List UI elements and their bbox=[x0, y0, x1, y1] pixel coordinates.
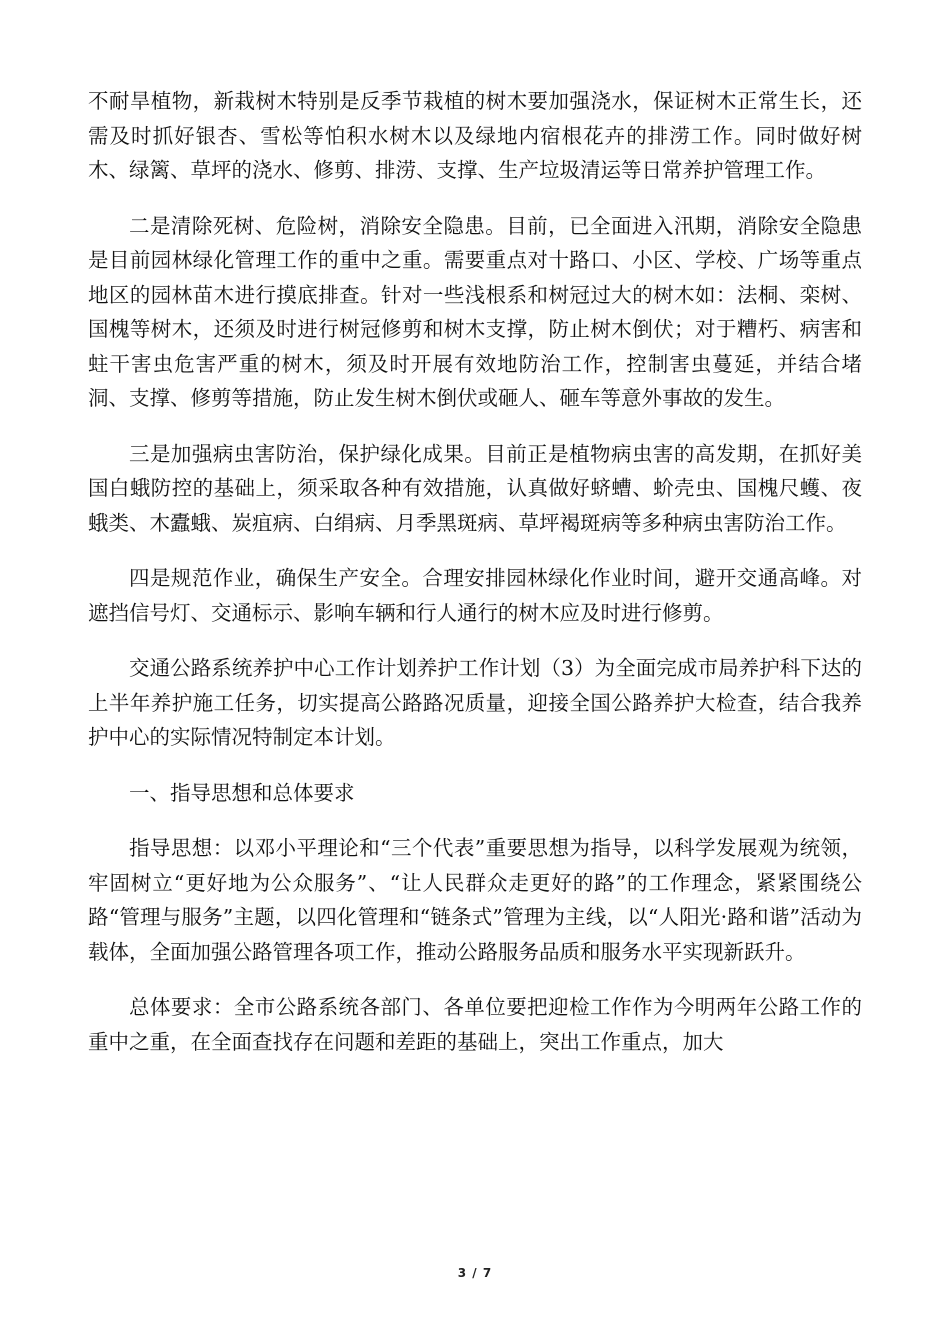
document-body bbox=[88, 84, 862, 1080]
paragraph-plan-intro: 交通公路系统养护中心工作计划养护工作计划（3）为全面完成市局养护科下达的上半年养护施工任务，切实提高公路路况质量，迎接全国公路养护大检查，结合我养护中心的实际情况特制定本计划。 bbox=[88, 656, 862, 749]
paragraph-guiding-ideology: 指导思想：以邓小平理论和“三个代表”重要思想为指导，以科学发展观为统领，牢固树立“更好地为公众服务”、“让人民群众走更好的路”的工作理念，紧紧围绕公路“管理与服务”主题，以四化管理和“链条式”管理为主线，以“人阳光·路和谐”活动为载体，全面加强公路管理各项工作，推动公路服务品质和服务水平实现新跃升。 bbox=[88, 836, 862, 964]
section-heading: 一、指导思想和总体要求 bbox=[129, 780, 355, 805]
paragraph-item-two: 二是清除死树、危险树，消除安全隐患。目前，已全面进入汛期，消除安全隐患是目前园林绿化管理工作的重中之重。需要重点对十路口、小区、学校、广场等重点地区的园林苗木进行摸底排查。针对一些浅根系和树冠过大的树木如：法桐、栾树、国槐等树木，还须及时进行树冠修剪和树木支撑，防止树木倒伏；对于糟朽、病害和蛀干害虫危害严重的树木，须及时开展有效地防治工作，控制害虫蔓延，并结合堵洞、支撑、修剪等措施，防止发生树木倒伏或砸人、砸车等意外事故的发生。 bbox=[88, 213, 862, 410]
paragraph-item-four: 四是规范作业，确保生产安全。合理安排园林绿化作业时间，避开交通高峰。对遮挡信号灯、交通标示、影响车辆和行人通行的树木应及时进行修剪。 bbox=[88, 566, 862, 625]
paragraph-item-three: 三是加强病虫害防治，保护绿化成果。目前正是植物病虫害的高发期，在抓好美国白蛾防控的基础上，须采取各种有效措施，认真做好蛴螬、蚧壳虫、国槐尺蠖、夜蛾类、木蠹蛾、炭疽病、白绢病、月季黑斑病、草坪褐斑病等多种病虫害防治工作。 bbox=[88, 441, 862, 535]
page-number: 3 / 7 bbox=[457, 1266, 493, 1280]
paragraph-continued: 不耐旱植物，新栽树木特别是反季节栽植的树木要加强浇水，保证树木正常生长，还需及时抓好银杏、雪松等怕积水树木以及绿地内宿根花卉的排涝工作。同时做好树木、绿篱、草坪的浇水、修剪、排涝、支撑、生产垃圾清运等日常养护管理工作。 bbox=[88, 89, 862, 182]
paragraph-overall-requirements: 总体要求：全市公路系统各部门、各单位要把迎检工作作为今明两年公路工作的重中之重，在全面查找存在问题和差距的基础上，突出工作重点，加大 bbox=[88, 995, 862, 1054]
